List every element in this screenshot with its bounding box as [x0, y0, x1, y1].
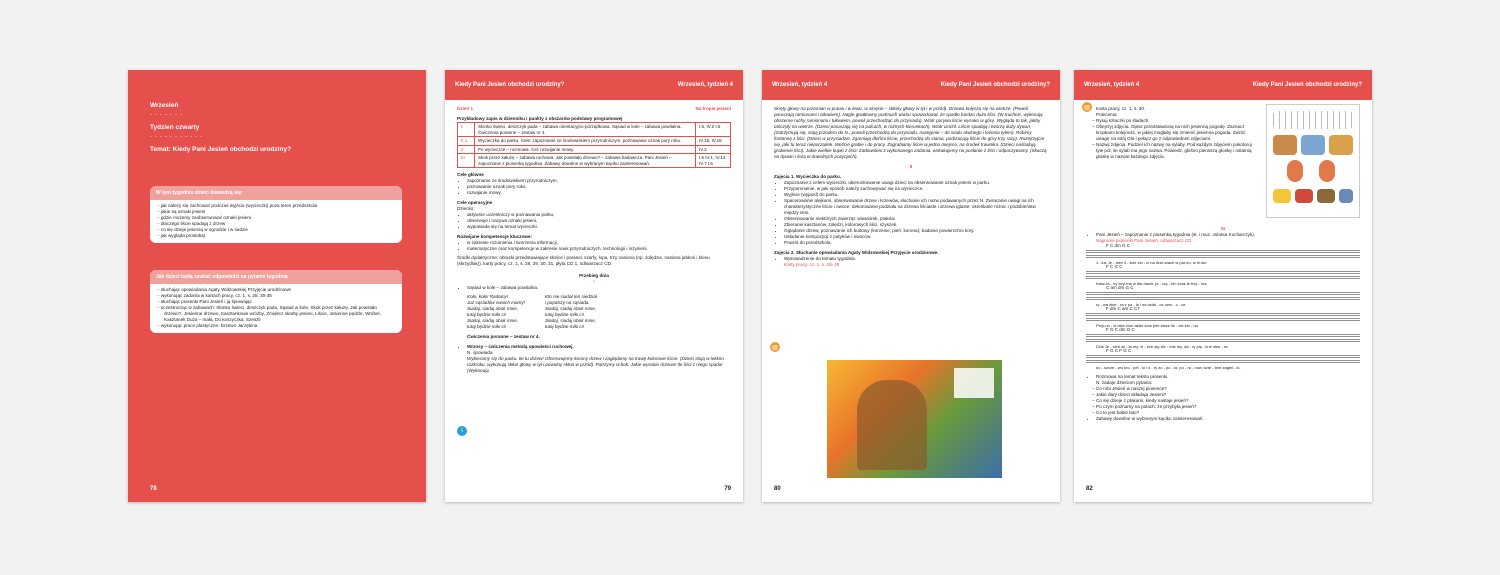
- comp-title: Rozwijane kompetencje kluczowe:: [457, 234, 533, 239]
- poem-left: [467, 294, 525, 330]
- table-row: [458, 154, 731, 168]
- row-activity: Wycieczka do parku. Cele: zapoznanie ze środowiskiem przyrodniczym, poznawanie oznak pory roku.: [475, 137, 696, 146]
- op-sub: Dziecko:: [457, 206, 475, 211]
- op-list: [457, 212, 731, 230]
- row-code: IV.16, IV.18: [696, 137, 731, 146]
- table-row: [458, 123, 731, 137]
- poem-line: Kolo, koło! Radamy!: [467, 294, 509, 299]
- answer-box: [150, 270, 402, 333]
- worksheet-icon: ▤: [770, 342, 780, 352]
- lyrics-line: Kasz-ta - ny trzy-ma w dło-niach, ja - rzę - bin kora-le trzy - ma.: [1096, 281, 1208, 286]
- learn-box: [150, 186, 402, 243]
- worksheet-thumbnail: [1266, 104, 1360, 218]
- music-staff: [1086, 243, 1360, 265]
- lyrics-line: 1. Już Je - sień li - ście zło - ci na drze-wach w par-ku, w le-sie.: [1096, 260, 1208, 265]
- page-82: [1074, 70, 1372, 502]
- header-week: Wrzesień, tydzień 4: [772, 82, 828, 88]
- chord-line: C am dm G C: [1106, 285, 1134, 290]
- talk-item: • Rozmowa na temat tekstu piosenki.: [1096, 374, 1360, 380]
- curriculum-table: [457, 122, 731, 168]
- divider: - - - - - - -: [150, 112, 183, 118]
- header-title: Kiedy Pani Jesień obchodzi urodziny?: [1252, 82, 1362, 88]
- poem-right: [545, 294, 597, 330]
- lesson-1-item: • Wyjście (wyjazd) do parku.: [784, 192, 1048, 198]
- header-week: Wrzesień, tydzień 4: [1084, 82, 1140, 88]
- lesson-1-item: • Obserwowanie niektórych zwierząt: wiewiórek, ptaków.: [784, 216, 1048, 222]
- exercise-label: Ćwiczenia poranne – zestaw nr 4.: [467, 334, 540, 339]
- lesson-1-title: Zajęcia 1. Wycieczka do parku.: [774, 174, 842, 179]
- wander-item: • Wrzosy – ćwiczenia metodą opowieści ruchowej.: [467, 344, 731, 350]
- command-item: – Nazwij zdjęcia. Podziel ich nazwy na sylaby. Pod każdym zdjęciem pokoloruj tyle pól, ile sylab ma jego nazwa. Powiedz, głośno pierwszą głoskę i ostatnią głoskę w nazwie każdego zdjęcia.: [1096, 142, 1260, 160]
- music-staff: [1086, 348, 1360, 370]
- op-title: Cele operacyjne: [457, 200, 493, 205]
- music-staff: [1086, 285, 1360, 307]
- page-80: [762, 70, 1060, 502]
- music-staff: [1086, 264, 1360, 286]
- day-title: Na tropie jesieni: [695, 106, 731, 111]
- free-play-item: • Zabawy dowolne w wybranym kąciku zainteresowań.: [1096, 416, 1360, 422]
- lesson-2-title: Zajęcia 2. Słuchanie opowiadania Agaty Widzowskiej Przyjęcie urodzinowe.: [774, 250, 939, 255]
- page-header: [1074, 70, 1372, 100]
- page-number: 79: [724, 486, 731, 492]
- answer-item: – wykonując prace plastyczne: Drzewo Jarzębina: [164, 323, 396, 329]
- chord-line: F G C F G C: [1106, 348, 1132, 353]
- answer-item: – słuchając piosenki Pani Jesień i ją śpiewając: [164, 299, 396, 305]
- row-activity: Po wycieczce – rozmowa. Cel: rozwijanie mowy.: [475, 145, 696, 154]
- goals-list: [457, 178, 731, 196]
- month-label: Wrzesień: [150, 102, 179, 109]
- learn-item: – co się dzieje jesienią w ogrodzie i w sadzie: [164, 227, 396, 233]
- poem-line: tutaj będzie miło ci!: [467, 312, 507, 317]
- lyrics-line: ry - wa zbie - ra z po - la i na dział - ce owo - c - ce.: [1096, 302, 1187, 307]
- music-staff: [1086, 306, 1360, 328]
- row-number: III.: [458, 154, 475, 168]
- lyrics-line: do - szcze - wo kro - pel - ki i o - ry zo - po - la, po - ra - now, szte - bne zagiel - ki.: [1096, 365, 1241, 370]
- info-icon: i: [457, 426, 467, 436]
- question-item: – Co to jest babie lato?: [1096, 410, 1360, 416]
- teacher-label: N. opowiada: [467, 350, 493, 355]
- learn-item: – jak wygląda prostokąt: [164, 233, 396, 239]
- questions-list: [1086, 386, 1360, 416]
- table-title: Przykładowy zapis w dzienniku i punkty z obszarów podstawy programowej: [457, 116, 623, 121]
- divider: - - - - - - - - - - -: [150, 134, 204, 140]
- story-text: Wybieramy się do parku. Ile tu drzew! Obserwujemy korony drzew i zaglądamy na trawę kolorowe liście. (Dzieci stoją w lekkim rozkroku, wykonują skłon głowy w tył i powolny skłon w przód). Patrzymy w bok. Jakie wysokie drzewa! Ile liści z niego spada! (Wykonują: [467, 356, 724, 373]
- autumn-illustration: [827, 360, 1002, 478]
- learn-item: – jakie są oznaki jesieni: [164, 209, 396, 215]
- table-row: [458, 145, 731, 154]
- comp-list: [457, 240, 731, 252]
- lesson-2-item: • Wprowadzenie do tematu tygodnia.: [784, 256, 1048, 262]
- means-text: Środki dydaktyczne: obrazki przedstawiające słońce i parasol, szarfy, lupa, trzy nasiona (np. żołędzie, nasiona jabłoni i klonu (skrzydlak)), karty pracy, cz. 1, s. 28, 29, 30, 31, płyta CD 1, odtwarzacz CD.: [457, 255, 710, 266]
- lesson-1-item: • Powrót do przedszkola.: [784, 240, 1048, 246]
- roman-ii: II: [909, 164, 913, 169]
- goals-title: Cele główne: [457, 172, 484, 177]
- learn-item: – jak należy się zachować podczas wyjścia (wycieczki) poza teren przedszkola: [164, 203, 396, 209]
- page-header: [445, 70, 743, 100]
- day-label: Dzień 1: [457, 106, 474, 111]
- question-item: – Po czym poznamy na polach, że przybyła jesień?: [1096, 404, 1360, 410]
- song-item: • Pani Jesień – zapoznanie z piosenką tygodnia (sł. i muz. Jolanta Kucharczyk).: [1096, 232, 1360, 238]
- comp-item: • matematyczne oraz kompetencje w zakresie nauk przyrodniczych, technologii i inżynierii.: [467, 246, 731, 252]
- row-number: I.: [458, 123, 475, 137]
- poem-line: i popatrzy na sąsiada.: [544, 300, 590, 305]
- answer-item: – słuchając opowiadania Agaty Widzowskiej Przyjęcie urodzinowe: [164, 287, 396, 293]
- learn-list: [150, 200, 402, 243]
- row-activity: Słonko świeci, deszczyk pada – zabawa orientacyjno-porządkowa. Sąsiad w kole – zabawa powitalna. Ćwiczenia poranne – zestaw nr 4.: [475, 123, 696, 137]
- lyrics-line: Dziś Je - sień wi - ta my, ni - ech się śle - mie my, da - ry pię - kne zbie - ra.: [1096, 344, 1229, 349]
- poem-line: Siadaj, siadaj obok mnie,: [467, 306, 519, 311]
- game-item: • Sąsiad w kole – zabawa powitalna.: [467, 285, 731, 291]
- lyrics-line: Przy-no - si dzie-cion aster-ków pier-wsze liś - cie klo - nu.: [1096, 323, 1199, 328]
- card-ref: • Karta pracy, cz. 1, s. 30.: [1096, 106, 1260, 112]
- answer-box-title: Jak dzieci będą szukać odpowiedzi na pytanie tygodnia: [150, 270, 402, 284]
- goal-item: • rozwijanie mowy.: [467, 190, 731, 196]
- header-title: Kiedy Pani Jesień obchodzi urodziny?: [940, 82, 1050, 88]
- chord-line: F C G C: [1106, 264, 1123, 269]
- lesson-1-list: [774, 180, 1048, 246]
- goal-item: • zapoznanie ze środowiskiem przyrodniczym,: [467, 178, 731, 184]
- table-row: [458, 137, 731, 146]
- cards-ref: Karty pracy, cz. 1, s. 28–29.: [784, 262, 841, 267]
- header-week: Wrzesień, tydzień 4: [677, 82, 733, 88]
- record-label: Nagranie piosenki Pani Jesień, odtwarzacz CD.: [1096, 238, 1193, 243]
- lesson-1-item: • Zbieranie kasztanów, żołędzi, kolorowych liści, szyszek.: [784, 222, 1048, 228]
- commands-label: Polecenia:: [1096, 112, 1118, 117]
- op-item: • aktywnie uczestniczy w poznawaniu parku,: [467, 212, 731, 218]
- row-activity: Skok przez kałużę – zabawa ruchowa. Jak powstało drzewo? – zabawa badawcza. Pani Jesień – zapoznanie z piosenką tygodnia. Zabawy dowolne w wybranym kąciku zainteresowań.: [475, 154, 696, 168]
- sheet-music: [1086, 243, 1360, 370]
- header-title: Kiedy Pani Jesień obchodzi urodziny?: [455, 82, 565, 88]
- poem-line: tutaj będzie miło ci!: [467, 324, 507, 329]
- worksheet-icon: ▤: [1082, 102, 1092, 112]
- chord-line: F G C dm G C: [1106, 327, 1135, 332]
- lesson-1-item: • Zapoznanie z celem wycieczki, ukierunkowanie uwagi dzieci na obserwowanie oznak jesieni w parku.: [784, 180, 1048, 186]
- page-78: [128, 70, 426, 502]
- row-code: I.5, IV.2 I.5: [696, 123, 731, 137]
- op-item: • obserwuje i nazywa oznaki jesieni,: [467, 218, 731, 224]
- talk-sub: N. zadaje dzieciom pytania:: [1096, 380, 1153, 385]
- poem-line: Kto nie siadał ten siedział: [544, 294, 597, 299]
- page-number: 82: [1086, 486, 1093, 492]
- story-continued: skręty głowy na przemian w prawo i w lewo, w skręcie – skłony głowy w tył i w przód). Drzewa kołyszą się na wietrze. (Powoli poruszają ramionami i tułowiem). Nagle gwałtowny podmuch wiatru spowodował, że spadło bardzo dużo liści. (W truchcie, wykonują obszerne ruchy ramionami i tułowiem, powoli przechodząc do przysiadu). Wiatr porywa liście wysoko w górę. Wygląda to tak, jakby tańczyły na wietrze. (Dzieci poruszają się na palcach, w różnych kierunkach). Wiatr ucichł. Liście spadają i tworzą duży dywan. (Zatrzymują się, stają przodem do N., powoli przechodzą do przysiadu, następnie – do siadu skulnego i leżenia tyłem). Robimy fontannę z liści. (Dzieci w przysiadzie, zgarniają dłońmi liście, przechodzą do stania, podrzucają liście do góry trzy razy). Rozejrzyjcie się, jaki tu teraz nieporządek. Weźcie grabie i do pracy. Zagrabiamy liście w jedno miejsce, na środek trawnika. (Dzieci naśladują grabienie liści). Jakie wielkie kupki z liści! Zadowoleni z wykonanego zadania, wskakujemy na posłanie z liści i odpoczywamy. (Skaczą na dywan i leżą w dowolnych pozycjach).: [774, 106, 1047, 159]
- goal-item: • poznawanie oznak pory roku,: [467, 184, 731, 190]
- answer-item: – uczestnicząc w zabawach: Słonko świeci, deszczyk pada, Sąsiad w kole, Skok przez kałużę, Jak powstało drzewo?, Jesienne drzewo, Kasztankowe wróżby, Zmiękcz skarby jesieni, Liście, Jesienne pędzle, Wróbel, Kasztanek Duża – mała, Do koszyczka, Szeszli: [164, 305, 396, 323]
- roman-i: I: [593, 279, 595, 284]
- row-number: II.1.: [458, 137, 475, 146]
- op-item: • wypowiada się na temat wycieczki.: [467, 224, 731, 230]
- answer-item: – wykonując zadania w kartach pracy, cz. 1, s. 28, 30-35: [164, 293, 396, 299]
- question-item: – Co robi Jesień w naszej piosence?: [1096, 386, 1360, 392]
- roman-iii: III: [1221, 226, 1225, 231]
- answer-list: [150, 284, 402, 333]
- music-staff: [1086, 327, 1360, 349]
- commands-list: [1086, 118, 1260, 160]
- command-item: – Rysuj szlaczki po śladach.: [1096, 118, 1260, 124]
- chord-line: F dm C am C C7: [1106, 306, 1140, 311]
- chord-line: F C dm G C: [1106, 243, 1131, 248]
- question-item: – Co się dzieje z ptakami, kiedy nastaje jesień?: [1096, 398, 1360, 404]
- learn-item: – dlaczego liście spadają z drzew: [164, 221, 396, 227]
- learn-item: – gdzie możemy zaobserwować oznaki jesieni: [164, 215, 396, 221]
- learn-box-title: W tym tygodniu dzieci dowiedzą się:: [150, 186, 402, 200]
- lesson-1-item: • Spacerowanie alejkami, obserwowanie drzew i krzewów, słuchanie ich nazw podawanych przez N. Zwracanie uwagi na ich charakterystyczne liście i owoce; dekorowanie podziału na drzewa liściaste i drzewa iglaste; określanie różnic i podobieństw między nimi.: [784, 198, 1048, 216]
- page-number: 78: [150, 486, 157, 492]
- week-label: Tydzień czwarty: [150, 124, 200, 131]
- poem-line: tutaj będzie miło ci!: [544, 312, 585, 317]
- lesson-1-item: • Przypomnienie, w jaki sposób należy zachowywać się na wycieczce.: [784, 186, 1048, 192]
- topic-label: Temat: Kiedy Pani Jesień obchodzi urodziny?: [150, 146, 292, 153]
- comp-item: • w zakresie rozumienia i tworzenia informacji,: [467, 240, 731, 246]
- page-header: [762, 70, 1060, 100]
- row-code: IV.2: [696, 145, 731, 154]
- poem-line: Siadaj, siadaj obok mnie,: [467, 318, 519, 323]
- poem-line: Siadaj, siadaj obok mnie,: [544, 306, 597, 311]
- lesson-1-item: • Układanie kompozycji z patyków i owoców.: [784, 234, 1048, 240]
- course-title: Przebieg dnia: [579, 273, 609, 278]
- row-code: I.5 IV.1, IV.13 IV.7 I.6: [696, 154, 731, 168]
- command-item: – Obejrzyj zdjęcia. Opisz przedstawioną na nich jesienną pogodę. Zaznacz kropkami kolejność, w jakiej mogłaby się zmienić jesienna pogoda. Zwróć uwagę na strój Ola i pełącz go z odpowiednim zdjęciami.: [1096, 124, 1260, 142]
- question-item: – Jakie dary dzieci składają Jesieni?: [1096, 392, 1360, 398]
- page-79: [445, 70, 743, 502]
- lesson-1-item: • Oglądanie drzew, poznawanie ich budowy (korzenie, pień, korona); badanie powierzchni kory.: [784, 228, 1048, 234]
- poem-line: Już sąsiadów swoich mamy!: [467, 300, 525, 305]
- page-number: 80: [774, 486, 781, 492]
- poem-line: Siadaj, siadaj obok mnie,: [544, 318, 597, 323]
- poem-line: tutaj będzie miło ci!: [544, 324, 585, 329]
- row-number: 2.: [458, 145, 475, 154]
